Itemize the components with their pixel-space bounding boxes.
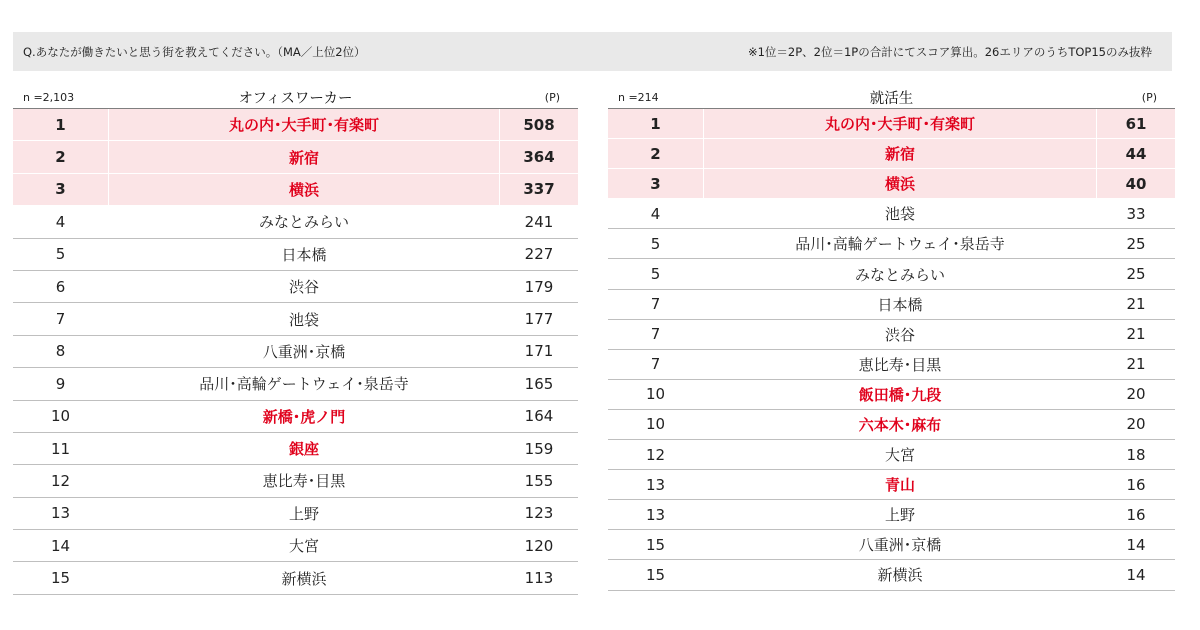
area-name-cell: 銀座 [288,440,319,459]
table-row [608,500,1175,530]
area-name-cell: 品川･高輪ゲートウェイ･泉岳寺 [795,235,1005,254]
area-name-cell: 六本木･麻布 [858,415,942,434]
area-name-cell: 日本橋 [281,245,327,264]
area-name-cell: 渋谷 [884,325,915,344]
table-row [608,320,1175,350]
rank-cell: 10 [50,407,71,426]
area-name-cell: 恵比寿･目黒 [858,355,942,374]
rank-cell: 2 [650,144,661,163]
rank-cell: 1 [55,115,66,134]
table-row [608,139,1175,169]
rank-cell: 13 [50,504,71,523]
rank-cell: 3 [650,174,661,193]
area-name-cell: 品川･高輪ゲートウェイ･泉岳寺 [199,375,409,394]
area-name-cell: 池袋 [288,310,319,329]
rank-cell: 4 [650,204,661,223]
office-worker-rows [13,109,578,595]
rank-cell: 7 [650,295,661,314]
table-row [13,465,578,497]
table-row [13,303,578,335]
area-name-cell: 渋谷 [288,278,319,297]
area-name-cell: 恵比寿･目黒 [262,472,346,491]
points-cell: 337 [523,180,555,199]
table-row [13,498,578,530]
sample-size: n =214 [618,90,659,104]
header-bar [13,32,1172,71]
area-name-cell: 大宮 [884,446,915,465]
rank-cell: 9 [55,374,66,393]
rank-cell: 15 [645,535,666,554]
table-row [608,290,1175,320]
points-cell: 25 [1126,265,1146,284]
points-cell: 113 [524,569,554,588]
points-cell: 179 [524,277,554,296]
rank-cell: 1 [650,114,661,133]
rank-cell: 2 [55,148,66,167]
points-cell: 508 [523,115,555,134]
area-name-cell: みなとみらい [258,213,349,232]
points-cell: 177 [524,310,554,329]
area-name-cell: 上野 [884,506,915,525]
points-cell: 21 [1126,295,1146,314]
table-row [13,239,578,271]
area-name-cell: みなとみらい [854,265,945,284]
points-cell: 18 [1126,445,1146,464]
points-cell: 25 [1126,234,1146,253]
points-cell: 16 [1126,475,1146,494]
table-row [608,109,1175,139]
area-name-cell: 新横浜 [877,566,923,585]
area-name-cell: 横浜 [108,174,500,205]
points-cell: 44 [1125,144,1147,163]
points-cell: 165 [524,374,554,393]
rank-cell: 15 [50,569,71,588]
points-cell: 61 [1125,114,1147,133]
table-row [608,530,1175,560]
rank-cell: 14 [50,536,71,555]
table-row [608,410,1175,440]
area-name-cell: 上野 [288,504,319,523]
rank-cell: 11 [50,439,71,458]
table-row [13,562,578,594]
points-cell: 123 [524,504,554,523]
area-name-cell: 新横浜 [281,569,327,588]
table-row [13,336,578,368]
rank-cell: 6 [55,277,66,296]
rank-cell: 5 [55,245,66,264]
rank-cell: 15 [645,565,666,584]
rank-cell: 5 [650,234,661,253]
rank-cell: 8 [55,342,66,361]
table-row [608,440,1175,470]
rank-cell: 5 [650,265,661,284]
points-cell: 227 [524,245,554,264]
job-seeker-rows [608,109,1175,591]
rank-cell: 7 [55,310,66,329]
area-name-cell: 横浜 [703,169,1097,198]
rank-cell: 3 [55,180,66,199]
table-row [13,271,578,303]
table-row [13,141,578,173]
points-cell: 241 [524,212,554,231]
table-row [13,401,578,433]
rank-cell: 13 [645,505,666,524]
table-row [13,109,578,141]
unit-label: (P) [544,90,560,104]
area-name-cell: 新橋･虎ノ門 [262,407,346,426]
question-text: Q.あなたが働きたいと思う街を教えてください。（MA／上位2位） [23,44,366,59]
rank-cell: 4 [55,212,66,231]
rank-cell: 7 [650,325,661,344]
points-cell: 16 [1126,505,1146,524]
table-row [608,380,1175,410]
points-cell: 21 [1126,355,1146,374]
area-name-cell: 新宿 [108,141,500,172]
area-name-cell: 大宮 [288,537,319,556]
table-row [13,174,578,206]
area-name-cell: 日本橋 [877,295,923,314]
rank-cell: 13 [645,475,666,494]
rank-cell: 12 [50,471,71,490]
table-row [608,259,1175,289]
area-name-cell: 八重洲･京橋 [262,342,346,361]
office-worker-table-header [13,86,578,109]
area-name-cell: 青山 [884,476,915,495]
sample-size: n =2,103 [23,90,75,104]
table-row [608,169,1175,199]
points-cell: 364 [523,148,555,167]
points-cell: 14 [1126,565,1146,584]
points-cell: 164 [524,407,554,426]
area-name-cell: 池袋 [884,205,915,224]
points-cell: 14 [1126,535,1146,554]
table-row [13,530,578,562]
table-row [13,206,578,238]
area-name-cell: 丸の内･大手町･有楽町 [703,109,1097,138]
table-row [13,368,578,400]
rank-cell: 7 [650,355,661,374]
job-seeker-table [608,86,1175,591]
area-name-cell: 丸の内･大手町･有楽町 [108,109,500,140]
table-title: オフィスワーカー [238,90,353,107]
points-cell: 40 [1125,174,1147,193]
area-name-cell: 八重洲･京橋 [858,536,942,555]
rank-cell: 12 [645,445,666,464]
table-row [13,433,578,465]
points-cell: 120 [524,536,554,555]
points-cell: 20 [1126,415,1146,434]
points-cell: 155 [524,471,554,490]
table-row [608,470,1175,500]
rank-cell: 10 [645,415,666,434]
points-cell: 171 [524,342,554,361]
points-cell: 33 [1126,204,1146,223]
points-cell: 21 [1126,325,1146,344]
job-seeker-table-header [608,86,1175,109]
table-title: 就活生 [869,90,914,107]
area-name-cell: 飯田橋･九段 [858,385,942,404]
score-note: ※1位＝2P、2位＝1Pの合計にてスコア算出。26エリアのうちTOP15のみ抜粋 [747,44,1152,59]
points-cell: 20 [1126,385,1146,404]
table-row [608,560,1175,590]
table-row [608,199,1175,229]
rank-cell: 10 [645,385,666,404]
unit-label: (P) [1141,90,1157,104]
area-name-cell: 新宿 [703,139,1097,168]
office-worker-table [13,86,578,595]
table-row [608,350,1175,380]
table-row [608,229,1175,259]
points-cell: 159 [524,439,554,458]
